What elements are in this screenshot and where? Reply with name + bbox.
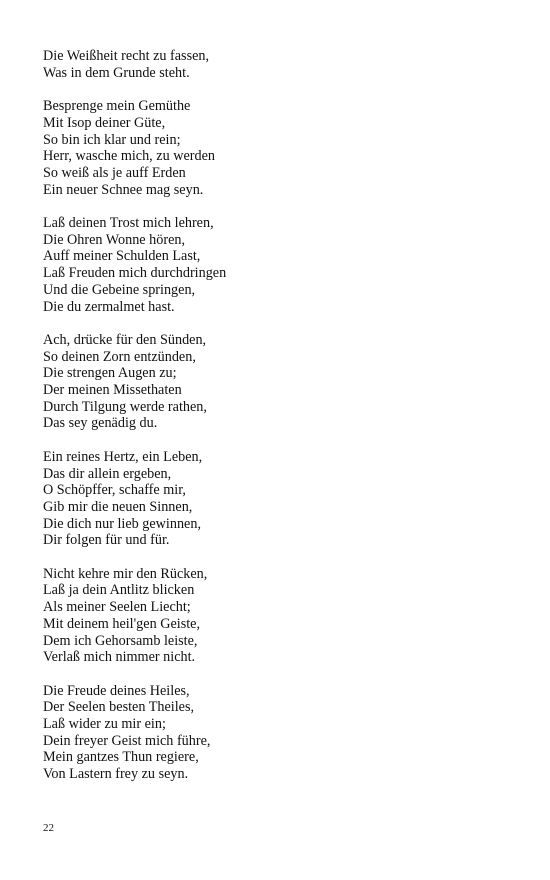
verse-line: Ein neuer Schnee mag seyn.: [43, 181, 204, 198]
stanza-3: [43, 215, 503, 315]
page-number: 22: [43, 822, 54, 834]
verse-line: Durch Tilgung werde rathen,: [43, 398, 207, 415]
verse-line: Dir folgen für und für.: [43, 532, 170, 549]
verse-line: Auff meiner Schulden Last,: [43, 248, 201, 265]
verse-line: Das sey genädig du.: [43, 415, 158, 432]
verse-line: Als meiner Seelen Liecht;: [43, 599, 191, 616]
verse-line: Laß wider zu mir ein;: [43, 716, 166, 733]
verse-line: So weiß als je auff Erden: [43, 164, 186, 181]
verse-line: Dein freyer Geist mich führe,: [43, 732, 211, 749]
verse-line: Verlaß mich nimmer nicht.: [43, 649, 196, 666]
verse-line: Die du zermalmet hast.: [43, 298, 175, 315]
verse-line: Der meinen Missethaten: [43, 382, 182, 399]
stanza-1: [43, 48, 503, 81]
verse-line: Herr, wasche mich, zu werden: [43, 148, 215, 165]
verse-line: Gib mir die neuen Sinnen,: [43, 498, 193, 515]
verse-line: Das dir allein ergeben,: [43, 465, 172, 482]
verse-line: Was in dem Grunde steht.: [43, 64, 190, 81]
verse-line: Dem ich Gehorsamb leiste,: [43, 632, 198, 649]
verse-line: Der Seelen besten Theiles,: [43, 699, 195, 716]
stanza-7: [43, 683, 503, 783]
verse-line: Die Ohren Wonne hören,: [43, 231, 186, 248]
verse-line: Von Lastern frey zu seyn.: [43, 766, 189, 783]
verse-line: Laß ja dein Antlitz blicken: [43, 582, 195, 599]
verse-line: Ein reines Hertz, ein Leben,: [43, 448, 203, 465]
verse-line: Nicht kehre mir den Rücken,: [43, 565, 208, 582]
verse-line: Mit deinem heil'gen Geiste,: [43, 615, 201, 632]
verse-line: Laß Freuden mich durchdringen: [43, 265, 227, 282]
verse-line: Besprenge mein Gemüthe: [43, 98, 191, 115]
verse-line: Die Weißheit recht zu fassen,: [43, 48, 210, 64]
verse-line: Die dich nur lieb gewinnen,: [43, 515, 201, 532]
stanza-4: [43, 332, 503, 432]
poem-body: [43, 48, 503, 800]
verse-line: So bin ich klar und rein;: [43, 131, 181, 148]
verse-line: Ach, drücke für den Sünden,: [43, 331, 207, 348]
verse-line: Die strengen Augen zu;: [43, 365, 177, 382]
stanza-5: [43, 449, 503, 549]
stanza-6: [43, 566, 503, 666]
verse-line: Und die Gebeine springen,: [43, 281, 196, 298]
verse-line: Mein gantzes Thun regiere,: [43, 749, 199, 766]
verse-line: Mit Isop deiner Güte,: [43, 114, 166, 131]
verse-line: O Schöpffer, schaffe mir,: [43, 482, 186, 499]
verse-line: So deinen Zorn entzünden,: [43, 348, 196, 365]
verse-line: Laß deinen Trost mich lehren,: [43, 215, 214, 231]
stanza-2: [43, 98, 503, 198]
verse-line: Die Freude deines Heiles,: [43, 682, 190, 699]
